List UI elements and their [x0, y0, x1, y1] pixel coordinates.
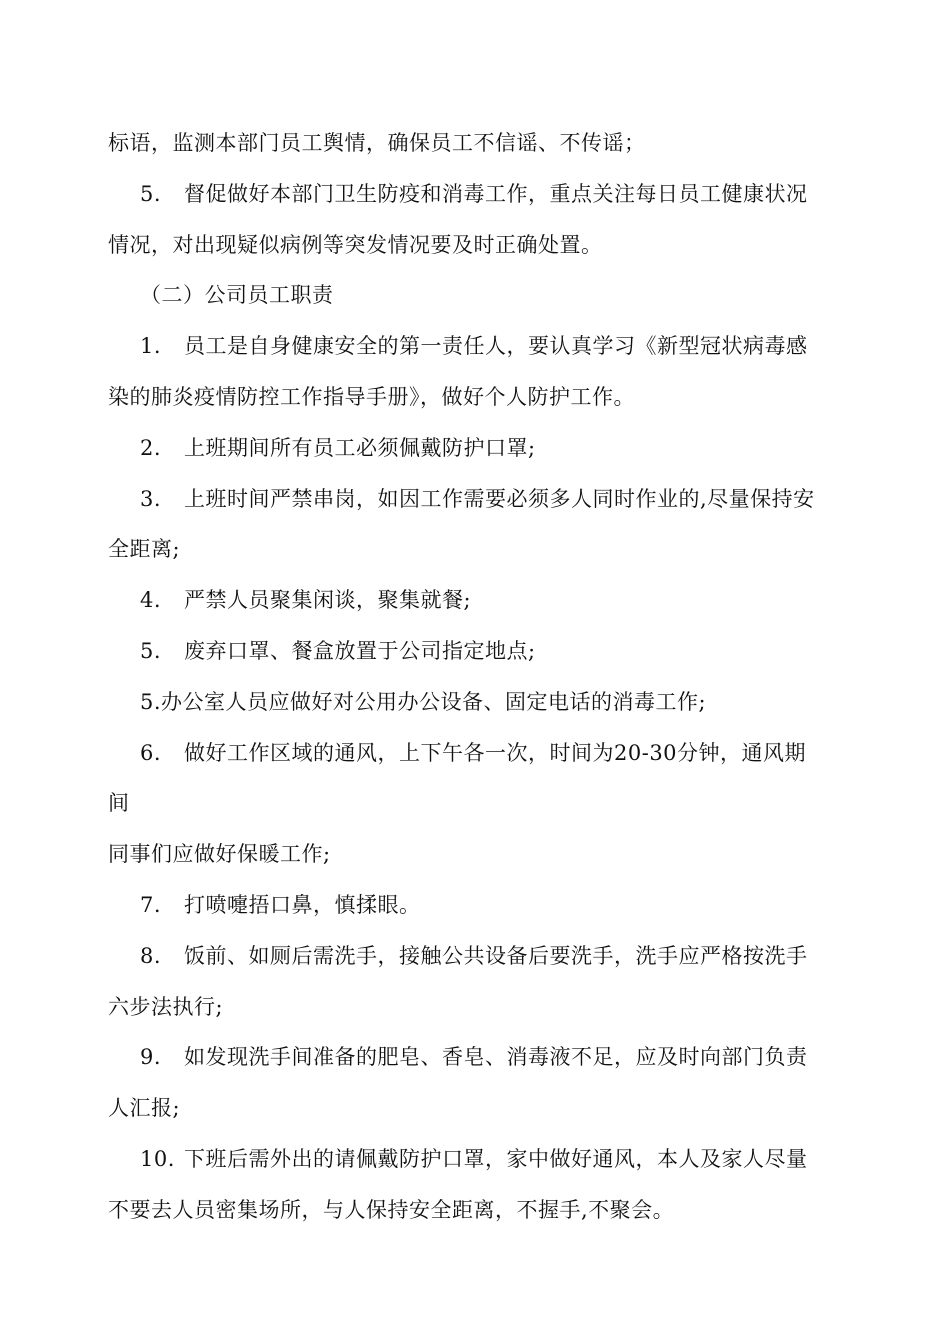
- paragraph-line: [108, 1083, 836, 1134]
- line-text: 上班期间所有员工必须佩戴防护口罩;: [184, 435, 536, 460]
- list-number: 3.: [140, 486, 162, 511]
- paragraph-line: [108, 829, 836, 880]
- line-text: 打喷嚏捂口鼻，慎揉眼。: [184, 892, 421, 917]
- line-text: 不要去人员密集场所，与人保持安全距离，不握手,不聚会。: [108, 1197, 675, 1222]
- list-item-1: [108, 321, 836, 372]
- list-number: 4.: [140, 588, 162, 613]
- list-item-2: [108, 423, 836, 474]
- line-text: 员工是自身健康安全的第一责任人，要认真学习《新型冠状病毒感: [184, 334, 808, 359]
- paragraph-line: [108, 1185, 836, 1236]
- list-number: 5.: [140, 638, 162, 663]
- list-number: 8.: [140, 943, 162, 968]
- line-text: 废弃口罩、餐盒放置于公司指定地点;: [184, 638, 536, 663]
- line-text: 情况，对出现疑似病例等突发情况要及时正确处置。: [108, 232, 603, 257]
- line-text: 全距离;: [108, 537, 181, 562]
- line-text: 下班后需外出的请佩戴防护口罩，家中做好通风，本人及家人尽量: [184, 1146, 808, 1171]
- line-text: 人汇报;: [108, 1096, 181, 1121]
- list-number: 1.: [140, 334, 162, 359]
- list-item-4: [108, 575, 836, 626]
- line-text: 同事们应做好保暖工作;: [108, 842, 331, 867]
- line-text: 严禁人员聚集闲谈，聚集就餐;: [184, 588, 472, 613]
- section-heading: [108, 270, 836, 321]
- list-item-10: [108, 1134, 836, 1185]
- paragraph-line: [108, 118, 836, 169]
- list-item-7: [108, 880, 836, 931]
- paragraph-line: [108, 524, 836, 575]
- paragraph-line: [108, 220, 836, 271]
- line-text: 间: [108, 791, 130, 816]
- list-item-5b: [108, 626, 836, 677]
- list-item-8: [108, 931, 836, 982]
- line-text: 染的肺炎疫情防控工作指导手册》，做好个人防护工作。: [108, 384, 635, 409]
- line-text: 六步法执行;: [108, 994, 224, 1019]
- line-text: 饭前、如厕后需洗手，接触公共设备后要洗手，洗手应严格按洗手: [184, 943, 808, 968]
- list-number: 10.: [140, 1146, 175, 1171]
- line-text: 上班时间严禁串岗，如因工作需要必须多人同时作业的,尽量保持安: [184, 486, 815, 511]
- heading-text: （二）公司员工职责: [140, 283, 334, 308]
- line-text: 督促做好本部门卫生防疫和消毒工作，重点关注每日员工健康状况: [184, 181, 808, 206]
- line-text: 标语，监测本部门员工舆情，确保员工不信谣、不传谣；: [108, 131, 646, 155]
- list-item-5: [108, 169, 836, 220]
- list-number: 6.: [140, 740, 162, 765]
- line-text: 如发现洗手间准备的肥皂、香皂、消毒液不足，应及时向部门负责: [184, 1045, 808, 1070]
- list-item-9: [108, 1032, 836, 1083]
- list-number: 7.: [140, 892, 162, 917]
- list-number: 9.: [140, 1045, 162, 1070]
- paragraph-line: [108, 778, 836, 829]
- list-number: 5.: [140, 181, 162, 206]
- line-text: 做好工作区域的通风，上下午各一次，时间为20-30分钟，通风期: [184, 740, 807, 765]
- document-body: [108, 118, 836, 1236]
- list-number: 2.: [140, 435, 162, 460]
- paragraph-line: [108, 982, 836, 1033]
- paragraph-line: [108, 372, 836, 423]
- line-text: 5.办公室人员应做好对公用办公设备、固定电话的消毒工作;: [140, 689, 707, 714]
- list-item-3: [108, 474, 836, 525]
- list-item-6: [108, 728, 836, 779]
- list-item-5c: [108, 677, 836, 728]
